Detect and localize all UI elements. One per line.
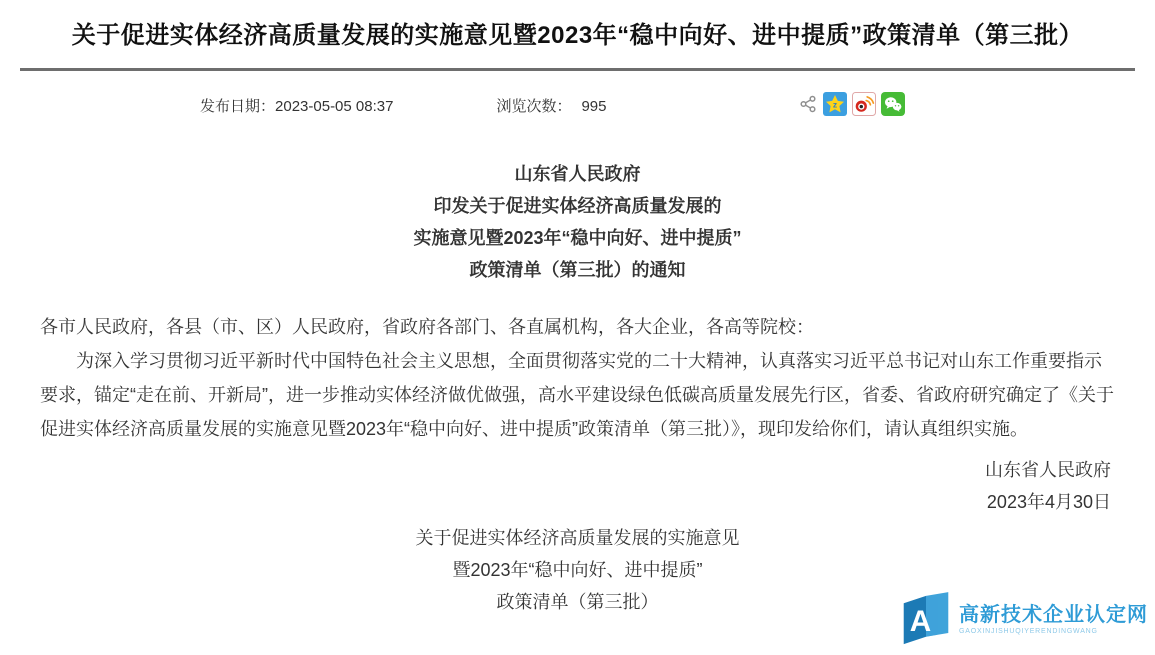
site-logo-icon	[900, 592, 952, 653]
site-name-pinyin: GAOXINJISHUQIYERENDINGWANG	[959, 628, 1098, 635]
logo-letter: A	[909, 605, 932, 639]
weibo-icon	[852, 92, 876, 119]
signature-block	[40, 454, 1115, 518]
publish-date	[200, 95, 393, 116]
page-title: 关于促进实体经济高质量发展的实施意见暨2023年“稳中向好、进中提质”政策清单（第三批）	[71, 22, 1084, 49]
attachment-title-line: 暨2023年“稳中向好、进中提质”	[452, 560, 703, 580]
site-name: 高新技术企业认定网	[959, 604, 1148, 626]
attachment-title-line: 关于促进实体经济高质量发展的实施意见	[415, 528, 740, 548]
view-count-label: 浏览次数：	[496, 97, 572, 115]
signature-org: 山东省人民政府	[985, 460, 1111, 480]
share-weibo-button[interactable]	[852, 92, 876, 119]
signature-date: 2023年4月30日	[986, 492, 1111, 512]
publish-date-label: 发布日期：	[200, 97, 276, 115]
share-icon	[798, 94, 818, 117]
share-qzone-button[interactable]	[823, 92, 847, 119]
title-divider	[20, 68, 1135, 71]
share-wechat-button[interactable]	[881, 92, 905, 119]
share-buttons	[798, 92, 905, 119]
svg-text:z: z	[832, 98, 838, 109]
site-logo-text	[959, 592, 1148, 635]
notice-body	[40, 310, 1115, 446]
view-count	[496, 95, 606, 116]
body-paragraph: 为深入学习贯彻习近平新时代中国特色社会主义思想，全面贯彻落实党的二十大精神，认真落实习近平总书记对山东工作重要指示要求，锚定“走在前、开新局”，进一步推动实体经济做优做强，高水平建设绿色低碳高质量发展先行区，省委、省政府研究确定了《关于促进实体经济高质量发展的实施意见暨2023年“稳中向好、进中提质”政策清单（第三批）》，现印发给你们，请认真组织实施。	[40, 351, 1114, 439]
notice-heading-line: 政策清单（第三批）的通知	[469, 260, 686, 280]
meta-row	[40, 92, 1115, 118]
notice-heading-line: 实施意见暨2023年“稳中向好、进中提质”	[413, 228, 742, 248]
notice-heading-line: 印发关于促进实体经济高质量发展的	[433, 196, 722, 216]
attachment-title-line: 政策清单（第三批）	[496, 592, 659, 612]
qzone-icon	[823, 92, 847, 119]
share-button[interactable]	[798, 94, 818, 117]
salutation-paragraph: 各市人民政府，各县（市、区）人民政府，省政府各部门、各直属机构，各大企业，各高等院校：	[40, 317, 814, 337]
publish-date-value: 2023-05-05 08:37	[275, 97, 394, 115]
notice-heading-line: 山东省人民政府	[514, 164, 641, 184]
notice-heading	[40, 158, 1115, 286]
site-watermark	[898, 590, 1150, 655]
wechat-icon	[881, 92, 905, 119]
view-count-value: 995	[581, 97, 607, 115]
